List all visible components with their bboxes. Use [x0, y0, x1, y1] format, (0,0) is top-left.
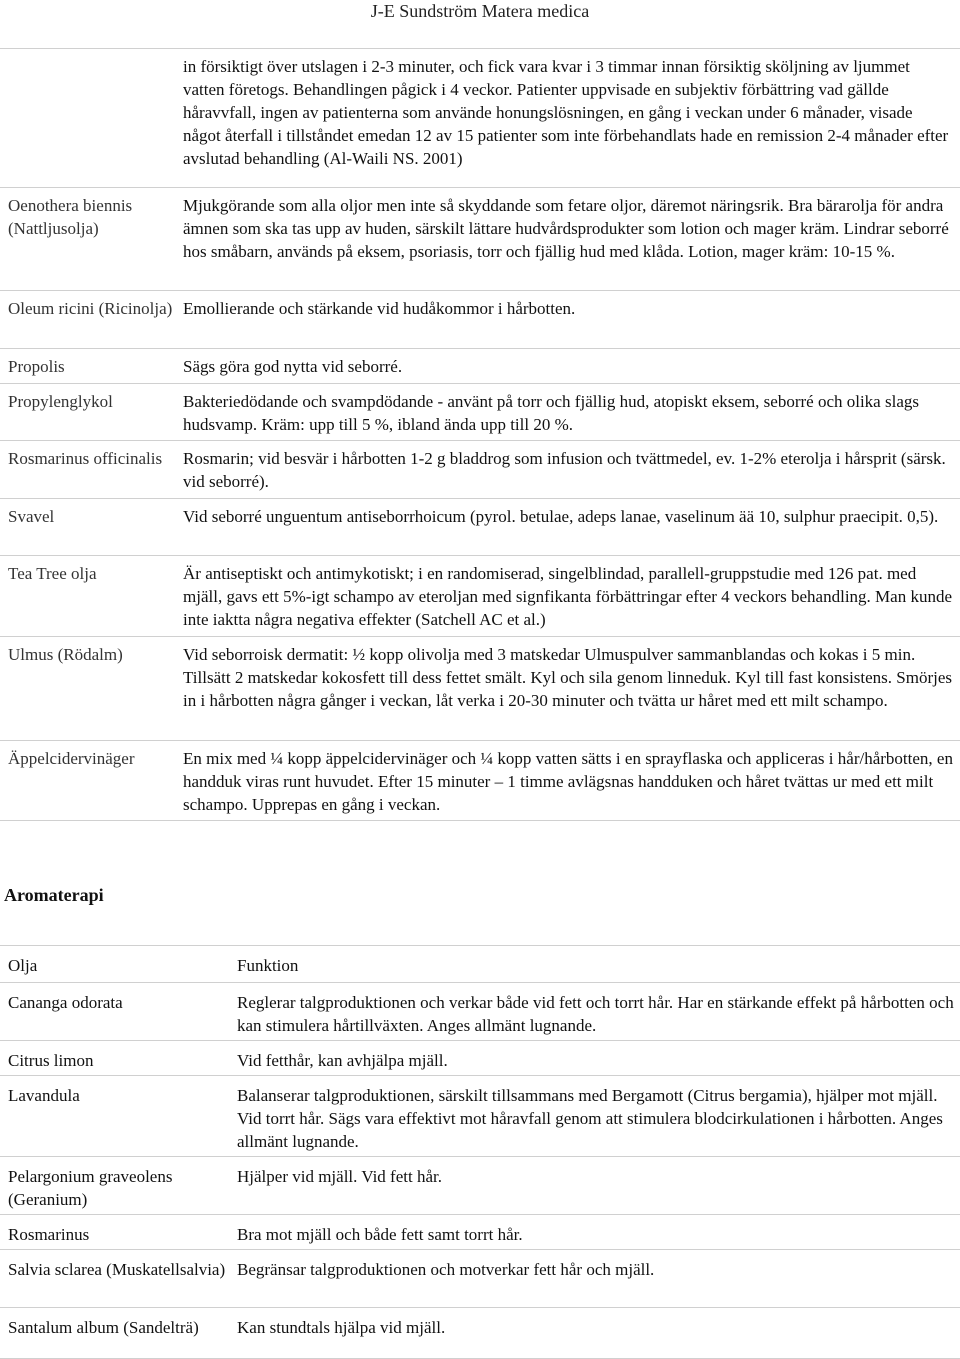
table-row	[0, 983, 960, 1041]
column-header-oil: Olja	[8, 956, 38, 975]
table-row	[0, 1041, 960, 1076]
table-row	[0, 349, 960, 384]
remedy-description: Sägs göra god nytta vid seborré.	[183, 357, 403, 376]
remedy-name: Propolis	[8, 357, 65, 376]
remedy-description: Vid seborroisk dermatit: ½ kopp olivolja med 3 matskedar Ulmuspulver sammanblandas och kokas i 5 min. Tillsätt 2 matskedar kokosfett till dess fettet smält. Kyl och sila genom linneduk. Kyl till fast konsistens. Smörjes in i hårbotten några gånger i veckan, låt verka i 20-30 minuter och tvätta ur håret med ett milt schampo.	[183, 645, 953, 710]
page-header: J-E Sundström Matera medica	[370, 1, 590, 21]
remedy-description: Emollierande och stärkande vid hudåkommor i hårbotten.	[183, 299, 576, 318]
table-header-row	[0, 945, 960, 983]
table-row	[0, 49, 960, 188]
table-row	[0, 441, 960, 499]
oil-function: Balanserar talgproduktionen, särskilt tillsammans med Bergamott (Citrus bergamia), hjälper mot mjäll. Vid torrt hår. Sägs vara effektivt mot håravfall genom att stimulera blodcirkulationen i hårbotten. Anges allmänt lugnande.	[237, 1086, 943, 1151]
remedy-name	[0, 49, 174, 187]
table-row	[0, 1215, 960, 1250]
remedy-name: Oenothera biennis (Nattljusolja)	[8, 196, 133, 238]
table-row	[0, 741, 960, 821]
remedy-name: Tea Tree olja	[8, 564, 97, 583]
remedy-name: Äppelcidervinäger	[8, 749, 135, 768]
table-row	[0, 291, 960, 349]
remedy-description: Vid seborré unguentum antiseborrhoicum (pyrol. betulae, adeps lanae, vaselinum ää 10, sulphur praecipit. 0,5).	[183, 507, 939, 526]
oil-name: Rosmarinus	[8, 1225, 90, 1244]
table-row	[0, 1157, 960, 1215]
oil-name: Citrus limon	[8, 1051, 94, 1070]
table-row	[0, 499, 960, 556]
section-title: Aromaterapi	[4, 885, 104, 905]
oil-name: Cananga odorata	[8, 993, 123, 1012]
remedy-description: En mix med ¼ kopp äppelcidervinäger och ¼ kopp vatten sätts i en sprayflaska och appliceras i hår/hårbotten, en handduk viras runt huvudet. Efter 15 minuter – 1 timme avlägsnas handduken och håret tvättas ur med ett milt schampo. Upprepas en gång i veckan.	[183, 749, 953, 814]
remedy-name: Oleum ricini (Ricinolja)	[8, 299, 173, 318]
remedy-description: in försiktigt över utslagen i 2-3 minuter, och fick vara kvar i 3 timmar innan försiktig sköljning av ljummet vatten företogs. Behandlingen pågick i 4 veckor. Patienter uppvisade en subjektiv förbättring vad gällde håravvfall, ingen av patienterna som använde honungslösningen, en gång i veckan under 6 månader, visade något återfall i tillståndet emedan 12 av 15 patienter som inte förbehandlats hade en remission 2-4 månader efter avslutad behandling (Al-Waili NS. 2001)	[183, 57, 949, 168]
oil-function: Begränsar talgproduktionen och motverkar fett hår och mjäll.	[237, 1260, 655, 1279]
remedy-table	[0, 49, 960, 821]
table-row	[0, 384, 960, 441]
remedy-description: Bakteriedödande och svampdödande - använt på torr och fjällig hud, atopiskt eksem, seborré och olika slags hudsvamp. Kräm: upp till 5 %, ibland ända upp till 20 %.	[183, 392, 919, 434]
column-header-function: Funktion	[237, 956, 299, 975]
oil-name: Santalum album (Sandelträ)	[8, 1318, 199, 1337]
remedy-name: Rosmarinus officinalis	[8, 449, 163, 468]
table-row	[0, 1308, 960, 1359]
remedy-description: Rosmarin; vid besvär i hårbotten 1-2 g bladdrog som infusion och tvättmedel, ev. 1-2% eterolja i hårsprit (särsk. vid seborré).	[183, 449, 946, 491]
oil-function: Bra mot mjäll och både fett samt torrt hår.	[237, 1225, 523, 1244]
remedy-name: Svavel	[8, 507, 55, 526]
oil-function: Reglerar talgproduktionen och verkar både vid fett och torrt hår. Har en stärkande effekt på hårbotten och kan stimulera hårtillväxten. Anges allmänt lugnande.	[237, 993, 954, 1035]
table-row	[0, 637, 960, 741]
remedy-name: Propylenglykol	[8, 392, 113, 411]
remedy-description: Mjukgörande som alla oljor men inte så skyddande som fetare oljor, däremot näringsrik. Bra bärarolja för andra ämnen som ska tas upp av huden, särskilt lättare hudvårdsprodukter som lotion och mager kräm. Lindrar seborré hos småbarn, används på eksem, psoriasis, torr och fjällig hud med klåda. Lotion, mager kräm: 10-15 %.	[183, 196, 949, 261]
oil-name: Pelargonium graveolens (Geranium)	[8, 1167, 173, 1209]
aromatherapy-table	[0, 945, 960, 1359]
table-row	[0, 1250, 960, 1308]
oil-function: Kan stundtals hjälpa vid mjäll.	[237, 1318, 446, 1337]
oil-name: Lavandula	[8, 1086, 80, 1105]
table-row	[0, 1076, 960, 1157]
remedy-description: Är antiseptiskt och antimykotiskt; i en randomiserad, singelblindad, parallell-gruppstudie med 126 pat. med mjäll, gavs ett 5%-igt schampo av eteroljan med signfikanta förbättringar efter 4 veckors behandling. Man kunde inte iaktta några negativa effekter (Satchell AC et al.)	[183, 564, 953, 629]
table-row	[0, 188, 960, 291]
table-row	[0, 556, 960, 637]
remedy-name: Ulmus (Rödalm)	[8, 645, 123, 664]
oil-function: Vid fetthår, kan avhjälpa mjäll.	[237, 1051, 448, 1070]
oil-function: Hjälper vid mjäll. Vid fett hår.	[237, 1167, 442, 1186]
oil-name: Salvia sclarea (Muskatellsalvia)	[8, 1260, 226, 1279]
